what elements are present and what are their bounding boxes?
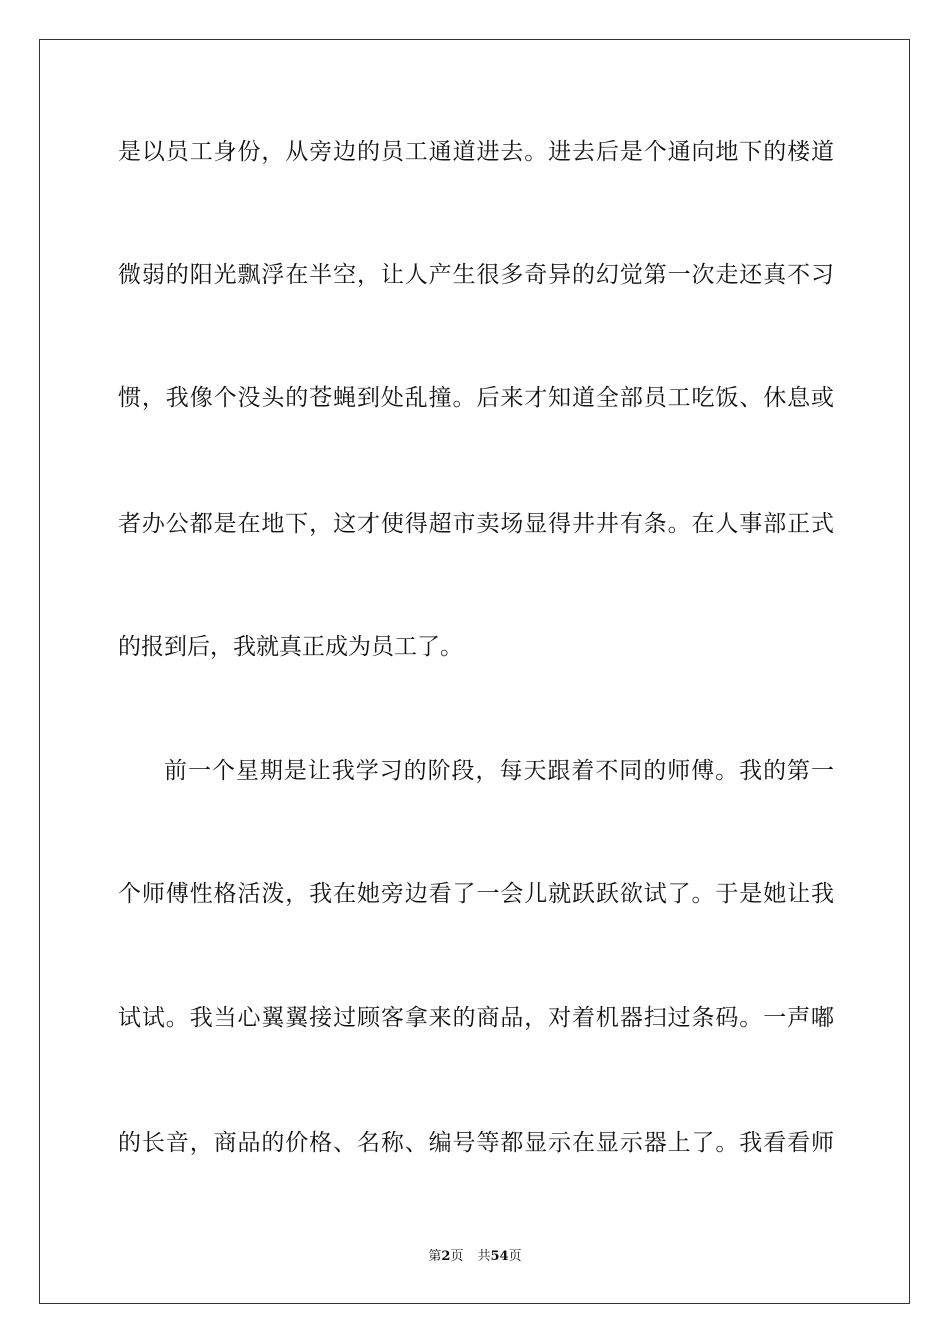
paragraph-line: 试试。我当心翼翼接过顾客拿来的商品，对着机器扫过条码。一声嘟	[118, 1005, 834, 1031]
page-number: 2	[441, 1249, 451, 1264]
paragraph-line: 的报到后，我就真正成为员工了。	[118, 634, 463, 660]
page-border	[39, 39, 910, 1304]
page-suffix: 页	[450, 1249, 464, 1264]
paragraph-line: 惯，我像个没头的苍蝇到处乱撞。后来才知道全部员工吃饭、休息或	[118, 385, 834, 411]
paragraph-line: 微弱的阳光飘浮在半空，让人产生很多奇异的幻觉第一次走还真不习	[118, 262, 834, 288]
total-prefix: 共	[477, 1249, 491, 1264]
total-pages: 54	[490, 1249, 509, 1264]
paragraph-line: 的长音，商品的价格、名称、编号等都显示在显示器上了。我看看师	[118, 1130, 834, 1156]
page-footer	[0, 1248, 950, 1266]
paragraph-line: 前一个星期是让我学习的阶段，每天跟着不同的师傅。我的第一	[164, 758, 834, 784]
total-suffix: 页	[508, 1249, 522, 1264]
paragraph-line: 者办公都是在地下，这才使得超市卖场显得井井有条。在人事部正式	[118, 511, 834, 537]
paragraph-line: 个师傅性格活泼，我在她旁边看了一会儿就跃跃欲试了。于是她让我	[118, 881, 834, 907]
page-prefix: 第	[428, 1249, 442, 1264]
paragraph-line: 是以员工身份，从旁边的员工通道进去。进去后是个通向地下的楼道	[118, 139, 834, 165]
